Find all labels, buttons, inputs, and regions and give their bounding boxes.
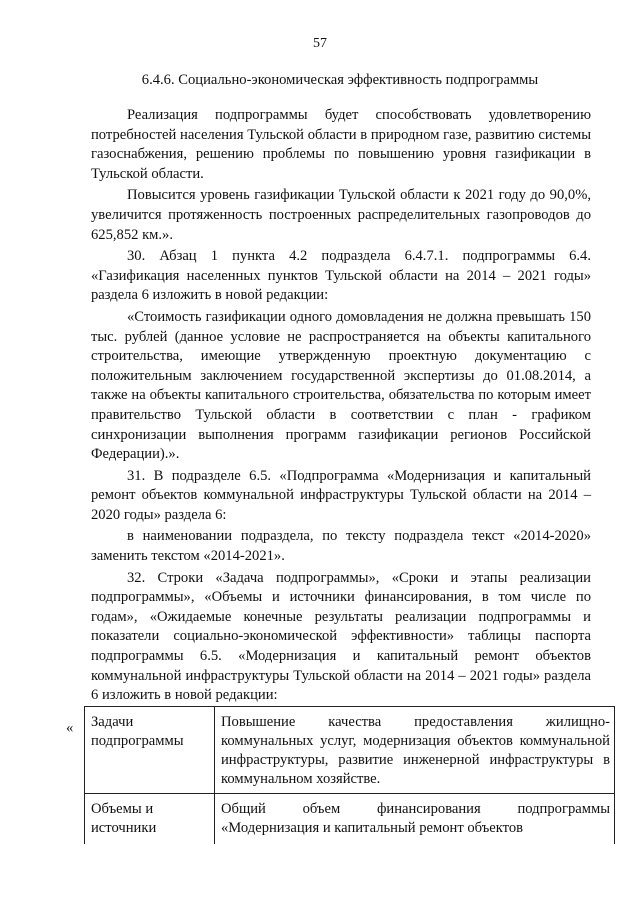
section-heading: 6.4.6. Социально-экономическая эффективность подпрограммы: [141, 72, 539, 88]
body-text: [91, 106, 591, 706]
paragraph-gasification-level: Повысится уровень газификации Тульской области к 2021 году до 90,0%, увеличится протяженность построенных распределительных газопроводов до 625,852 км.».: [91, 187, 591, 243]
paragraph-item-30: 30. Абзац 1 пункта 4.2 подраздела 6.4.7.1. подпрограммы 6.4. «Газификация населенных пунктов Тульской области на 2014 – 2021 годы» раздела 6 изложить в новой редакции:: [91, 248, 591, 304]
table-open-quote: «: [66, 720, 74, 736]
row-value-funding: Общий объем финансирования подпрограммы «Модернизация и капитальный ремонт объектов: [215, 794, 615, 845]
table-row: [85, 794, 615, 845]
page-number: 57: [313, 36, 327, 51]
paragraph-cost-quote: «Стоимость газификации одного домовладения не должна превышать 150 тыс. рублей (данное условие не распространяется на объекты капитального строительства, имеющие утвержденную проектную документацию с положительным заключением государственной экспертизы до 01.08.2014, а также на объекты капитального строительства, обязательства по которым имеет правительство Тульской области в соответствии с план - графиком синхронизации выполнения программ газификации регионов Российской Федерации).».: [91, 308, 591, 463]
paragraph-rename: в наименовании подраздела, по тексту подраздела текст «2014-2020» заменить текстом «2014-2021».: [91, 528, 591, 565]
table-row: [85, 707, 615, 794]
paragraph-item-32: 32. Строки «Задача подпрограммы», «Сроки и этапы реализации подпрограммы», «Объемы и источники финансирования, в том числе по годам», «Ожидаемые конечные результаты реализации подпрограммы и показатели социально-экономической эффективности» таблицы паспорта подпрограммы 6.5. «Модернизация и капитальный ремонт объектов коммунальной инфраструктуры Тульской области на 2014 – 2021 годы» раздела 6 изложить в новой редакции:: [91, 569, 591, 704]
passport-table: [84, 706, 615, 844]
row-label-funding: Объемы и источники: [85, 794, 215, 845]
row-label-tasks: Задачи подпрограммы: [85, 707, 215, 794]
paragraph-effect: Реализация подпрограммы будет способствовать удовлетворению потребностей населения Тульской области в природном газе, развитию системы газоснабжения, решению проблемы по повышению уровня газификации в Тульской области.: [91, 107, 591, 182]
row-value-tasks: Повышение качества предоставления жилищно-коммунальных услуг, модернизация объектов коммунальной инфраструктуры, развитие инженерной инфраструктуры в коммунальном хозяйстве.: [215, 707, 615, 794]
paragraph-item-31: 31. В подразделе 6.5. «Подпрограмма «Модернизация и капитальный ремонт объектов коммунальной инфраструктуры Тульской области на 2014 – 2020 годы» раздела 6:: [91, 467, 591, 523]
